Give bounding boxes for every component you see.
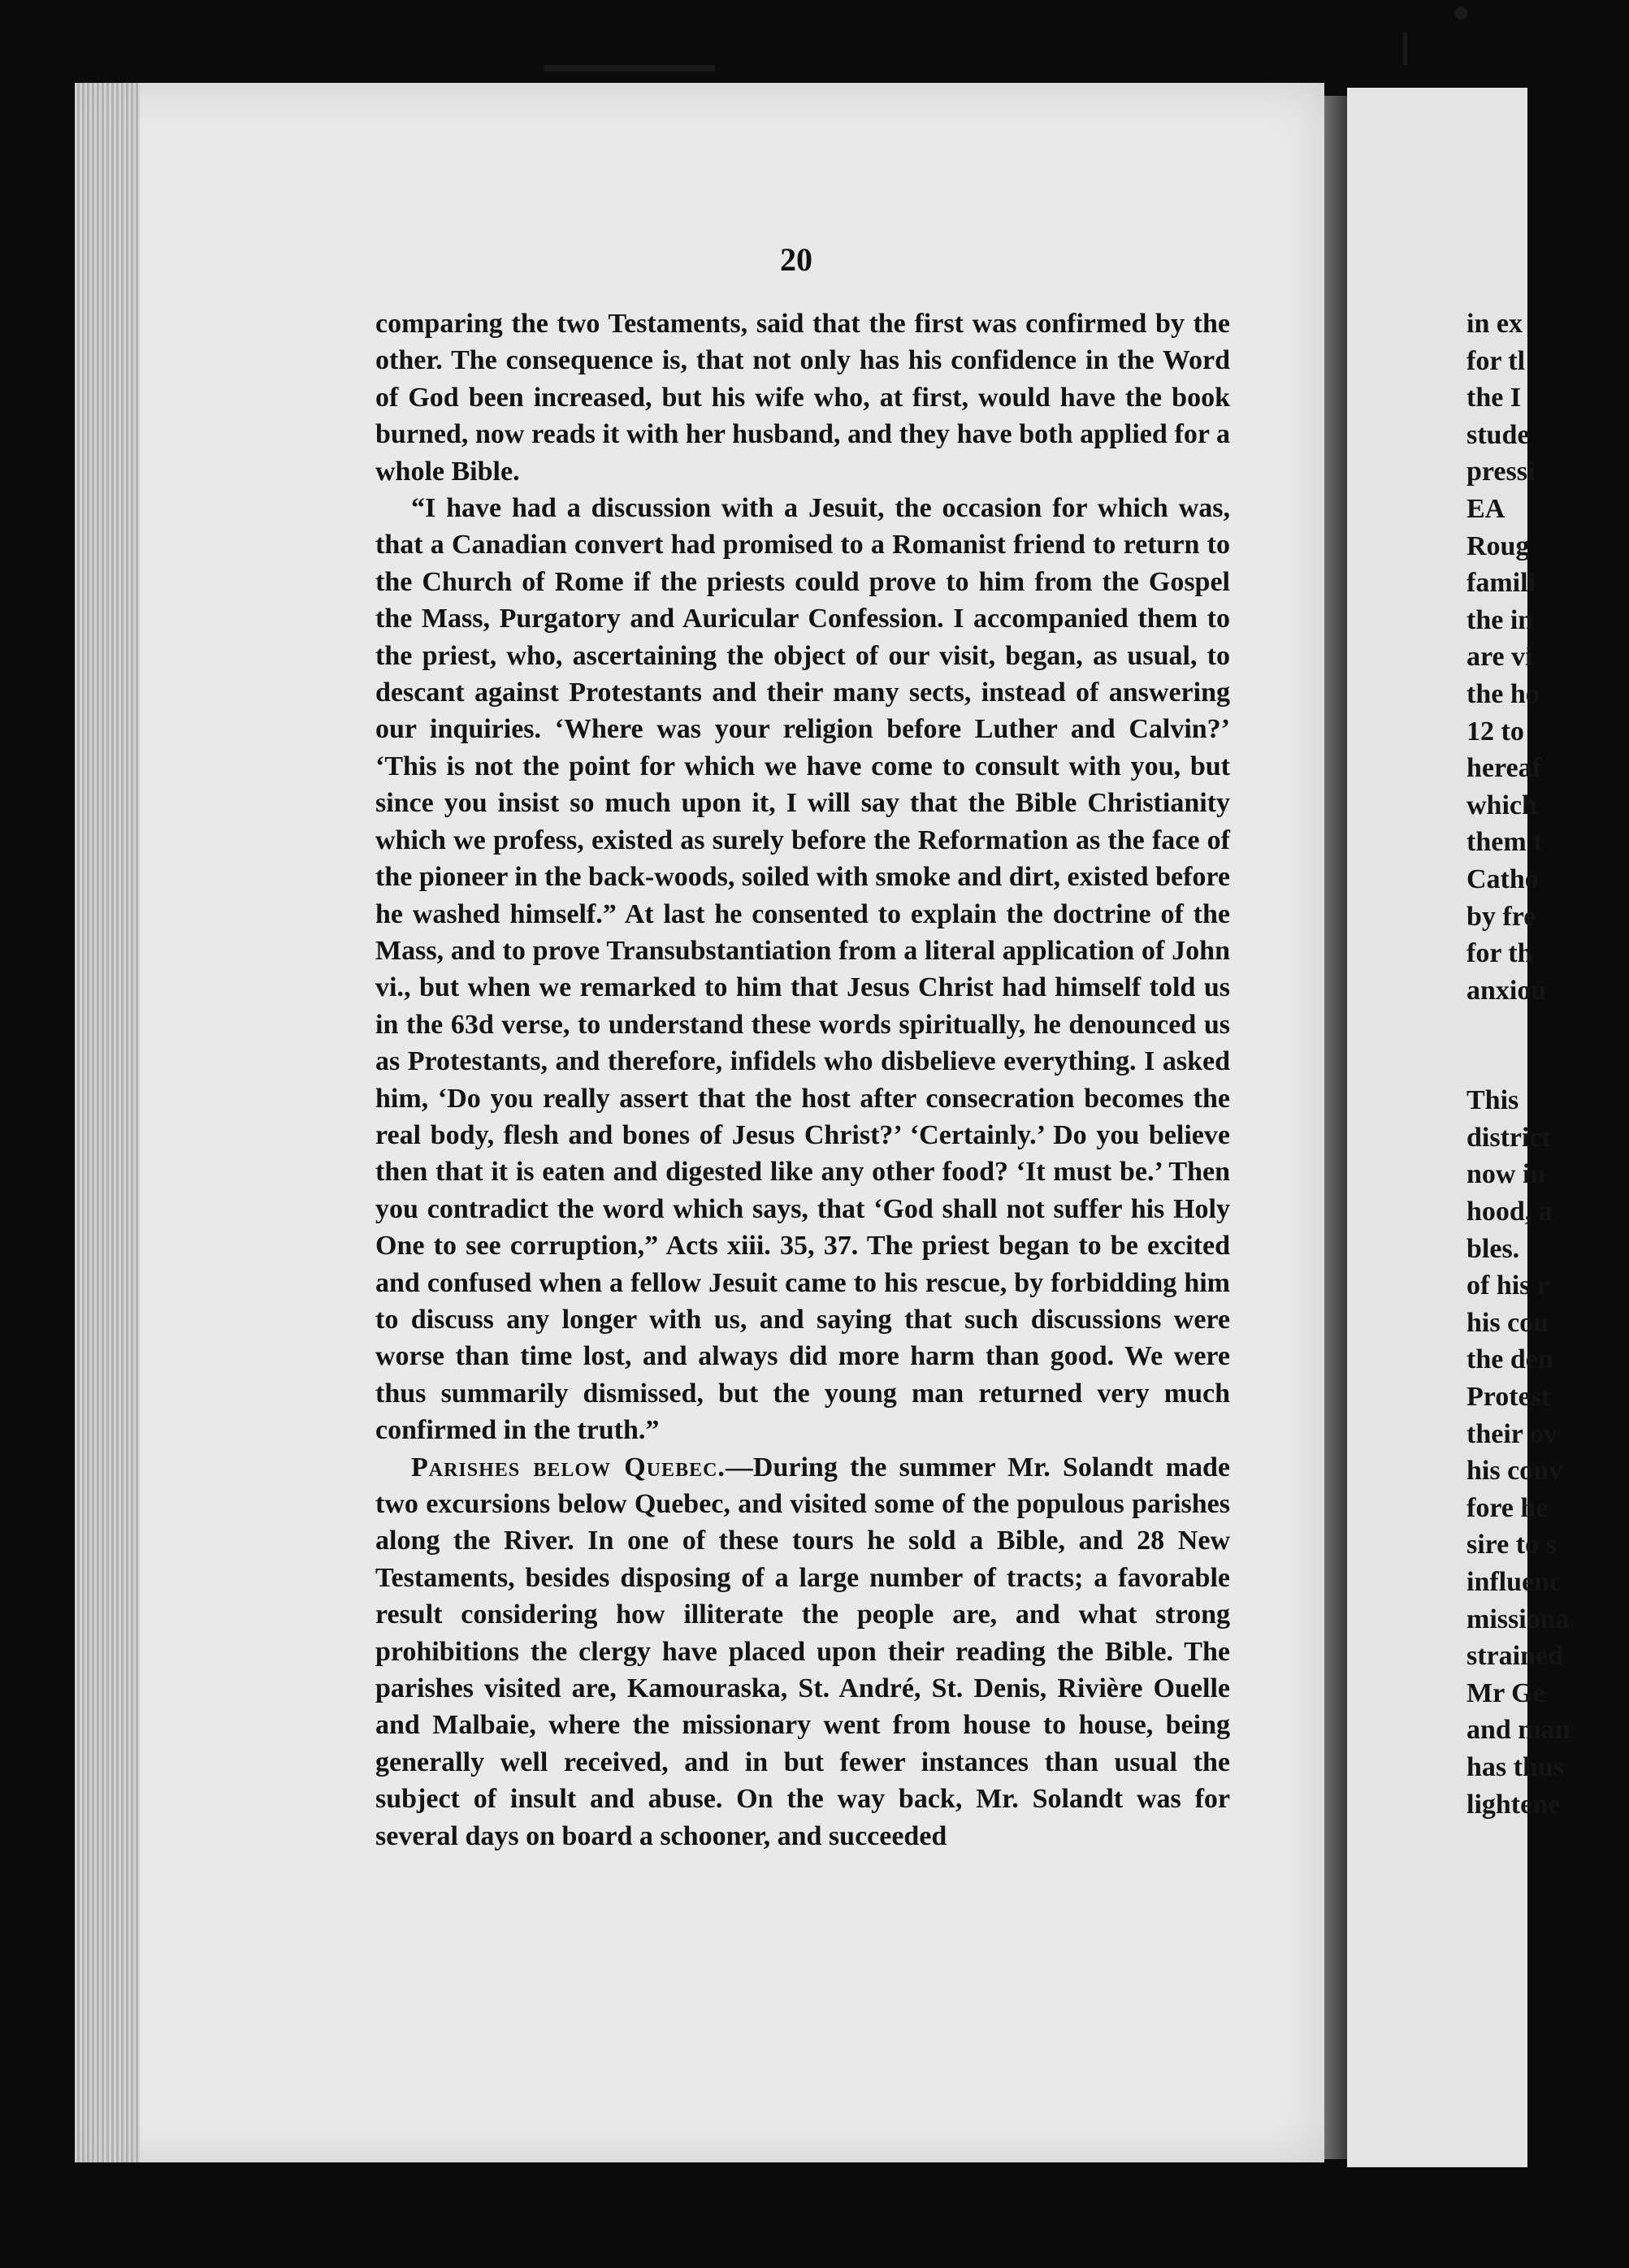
film-mark-corner (1454, 6, 1467, 19)
facing-line: are vi (1467, 642, 1533, 673)
facing-line: pressi (1467, 457, 1536, 487)
section-heading: Parishes below Quebec. (411, 1452, 726, 1482)
facing-line: his conv (1467, 1456, 1563, 1487)
facing-line: Catho (1467, 863, 1539, 894)
facing-line: famili (1467, 568, 1536, 599)
facing-line: influenc (1467, 1567, 1562, 1597)
facing-line: them t (1467, 827, 1543, 858)
facing-line: sire to s (1467, 1530, 1557, 1560)
facing-line: for tl (1467, 345, 1526, 376)
facing-line: has thus (1467, 1751, 1565, 1782)
facing-line: and man (1467, 1715, 1571, 1746)
paragraph-quote: “I have had a discussion with a Jesuit, the occasion for which was, that a Canadian convert had promised to a Romanist friend to return to the Church of Rome if the priests could prove to him from the Gospel the Mass, Purgatory and Auricular Confession. I accompanied them to the priest, who, ascertaining the object of our visit, began, as usual, to descant against Protestants and their many sects, instead of answering our inquiries. ‘Where was your religion before Luther and Calvin?’ ‘This is not the point for which we have come to consult with you, but since you insist so much upon it, I will say that the Bible Christianity which we profess, existed as surely before the Reformation as the face of the pioneer in the back-woods, soiled with smoke and dirt, existed before he washed himself.” At last he consented to explain the doctrine of the Mass, and to prove Transubstantiation from a literal application of John vi., but when we remarked to him that Jesus Christ had himself told us in the 63d verse, to understand these words spiritually, he denounced us as Protestants, and therefore, infidels who disbelieve everything. I asked him, ‘Do you really assert that the host after consecration becomes the real body, flesh and bones of Jesus Christ?’ ‘Certainly.’ Do you believe then that it is eaten and digested like any other food? ‘It must be.’ Then you contradict the word which says, that ‘God shall not suffer his Holy One to see corruption,” Acts xiii. 35, 37. The priest began to be excited and confused when a fellow Jesuit came to his rescue, by forbidding him to discuss any longer with us, and saying that such discussions were worse than time lost, and always did more harm than good. We were thus summarily dismissed, but the young man returned very much confirmed in the truth.” (375, 493, 1230, 1446)
facing-line: which (1467, 790, 1537, 820)
facing-line: hereaf (1467, 753, 1541, 784)
facing-line: anxiou (1467, 975, 1547, 1006)
facing-line: the I (1467, 383, 1522, 413)
facing-line: the den (1467, 1344, 1553, 1375)
main-text (375, 305, 1230, 1855)
paragraph-continuation: comparing the two Testaments, said that the first was confirmed by the other. The consequence is, that not only has his confidence in the Word of God been increased, but his wife who, at first, would have the book burned, now reads it with her husband, and they have both applied for a whole Bible. (375, 309, 1230, 487)
facing-line: This (1467, 1085, 1519, 1116)
book-gutter (1324, 96, 1347, 2159)
film-mark-top (544, 65, 715, 71)
facing-line: the in (1467, 604, 1534, 635)
facing-line: by fre (1467, 901, 1536, 932)
facing-line: fore he (1467, 1492, 1549, 1523)
facing-line: the ho (1467, 678, 1540, 709)
facing-line: now in (1467, 1159, 1546, 1190)
facing-line: for th (1467, 938, 1533, 969)
facing-gap (1467, 1009, 1629, 1082)
facing-line: bles. (1467, 1233, 1520, 1264)
section-text: —During the summer Mr. Solandt made two excursions below Quebec, and visited some of the populous parishes along the River. In one of these tours he sold a Bible, and 28 New Testaments, besides disposing of a large number of tracts; a favorable result considering how illiterate the people are, and what strong prohibitions the clergy have placed upon their reading the Bible. The parishes visited are, Kamouraska, St. André, St. Denis, Rivière Ouelle and Malbaie, where the missionary went from house to house, being generally well received, and in but fewer instances than usual the subject of insult and abuse. On the way back, Mr. Solandt was for several days on board a schooner, and succeeded (375, 1452, 1231, 1851)
page-edges (75, 83, 140, 2162)
facing-line: district (1467, 1122, 1551, 1153)
film-mark-right (1403, 32, 1407, 65)
facing-line: his cou (1467, 1307, 1549, 1338)
facing-line: 12 to (1467, 716, 1524, 747)
page-number: 20 (780, 241, 812, 278)
facing-line: their ov (1467, 1418, 1558, 1449)
facing-line: missiona (1467, 1604, 1570, 1634)
facing-line: stude (1467, 419, 1530, 450)
facing-line: hood, a (1467, 1197, 1553, 1227)
facing-line: strained (1467, 1641, 1563, 1672)
facing-line: Mr Ge (1467, 1677, 1545, 1708)
facing-line: of his r (1467, 1270, 1549, 1301)
facing-line: EA (1467, 493, 1506, 524)
facing-line: Protest (1467, 1382, 1551, 1413)
facing-line: Roug (1467, 530, 1530, 561)
facing-line: in ex (1467, 309, 1523, 339)
paragraph-parishes (375, 1449, 1230, 1855)
facing-page-text (1467, 305, 1629, 1823)
facing-line: lightene (1467, 1789, 1561, 1820)
